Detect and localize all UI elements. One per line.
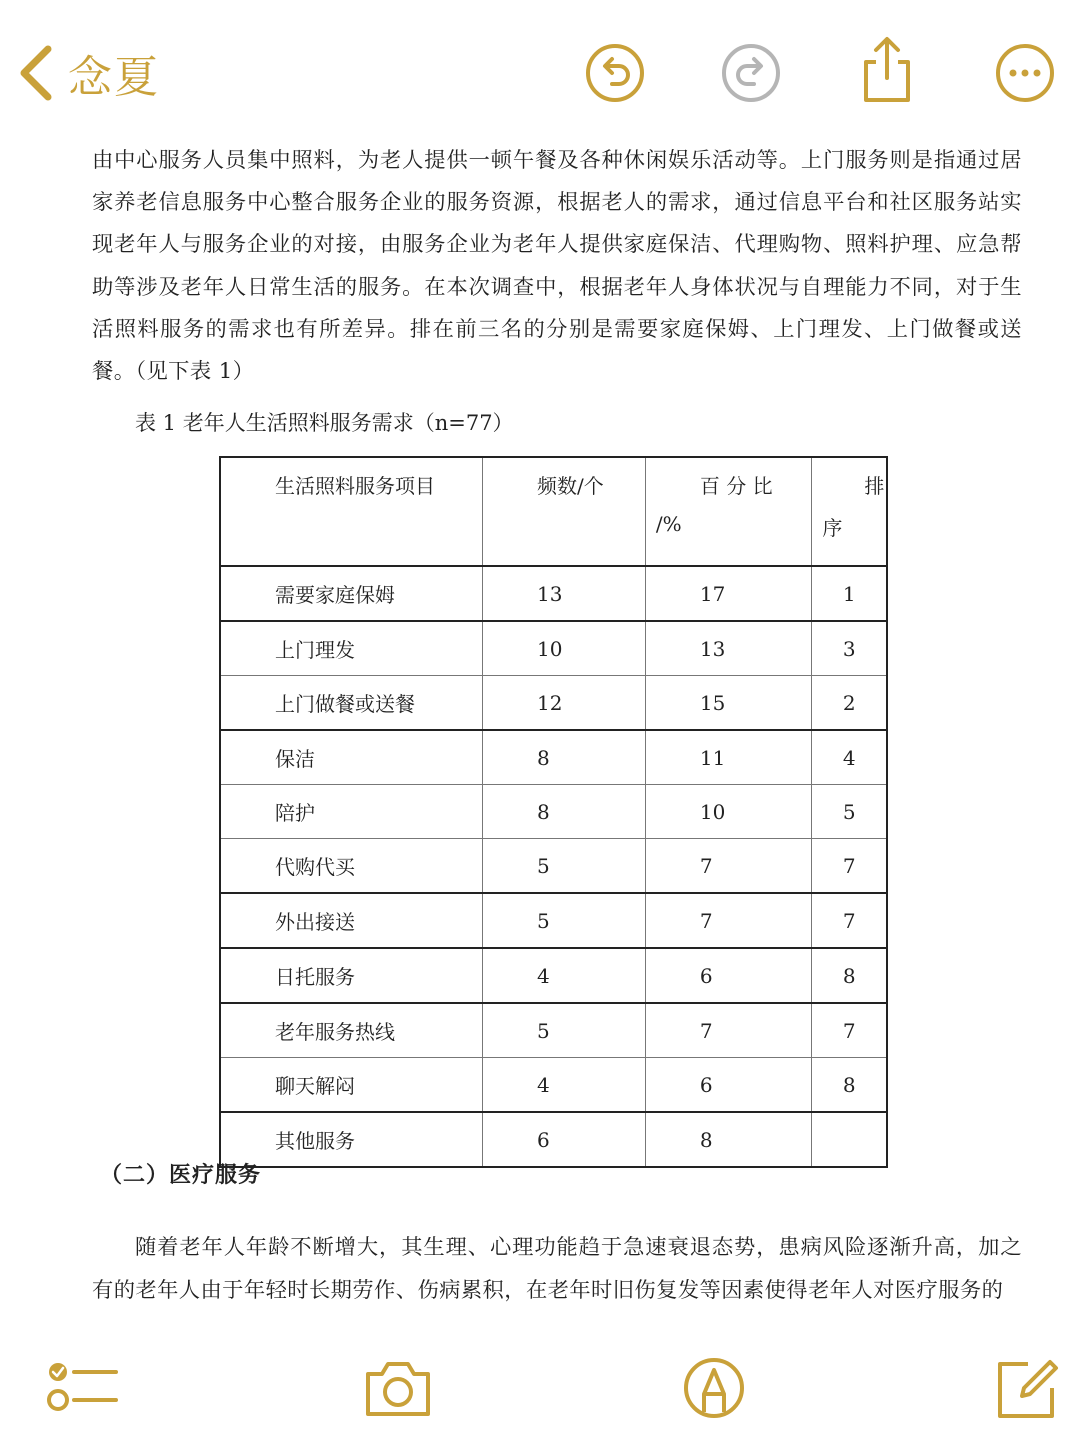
cell-percent: 7: [645, 893, 811, 948]
cell-percent: 10: [645, 785, 811, 839]
cell-count: 4: [482, 1058, 645, 1113]
cell-percent: 6: [645, 948, 811, 1003]
cell-percent: 6: [645, 1058, 811, 1113]
intro-paragraph: 由中心服务人员集中照料，为老人提供一顿午餐及各种休闲娱乐活动等。上门服务则是指通过居家养老信息服务中心整合服务企业的服务资源，根据老人的需求，通过信息平台和社区服务站实现老年人与服务企业的对接，由服务企业为老年人提供家庭保洁、代理购物、照料护理、应急帮助等涉及老年人日常生活的服务。在本次调查中，根据老年人身体状况与自理能力不同，对于生活照料服务的需求也有所差异。排在前三名的分别是需要家庭保姆、上门理发、上门做餐或送餐。（见下表 1）: [92, 148, 1022, 385]
table-row: [220, 948, 887, 1003]
cell-item: 聊天解闷: [220, 1058, 482, 1113]
header-rank: 排 序: [812, 457, 887, 566]
cell-count: 8: [482, 785, 645, 839]
share-icon: [854, 34, 920, 106]
note-body[interactable]: [92, 140, 1022, 393]
cell-rank: 1: [812, 566, 887, 621]
cell-item: 外出接送: [220, 893, 482, 948]
cell-count: 12: [482, 676, 645, 731]
cell-rank: 3: [812, 621, 887, 676]
bottom-toolbar: [0, 1340, 1080, 1440]
share-button[interactable]: [854, 34, 920, 106]
cell-item: 上门做餐或送餐: [220, 676, 482, 731]
checklist-icon: [44, 1354, 120, 1422]
cell-percent: 7: [645, 839, 811, 894]
table-header-row: [220, 457, 887, 566]
more-icon: [992, 40, 1058, 106]
header-percent: 百 分 比 /%: [645, 457, 811, 566]
cell-rank: 7: [812, 1003, 887, 1058]
cell-item: 老年服务热线: [220, 1003, 482, 1058]
table-row: [220, 566, 887, 621]
cell-count: 6: [482, 1112, 645, 1167]
table-row: [220, 893, 887, 948]
redo-icon: [718, 40, 784, 106]
cell-item: 保洁: [220, 730, 482, 785]
camera-button[interactable]: [360, 1354, 436, 1422]
cell-count: 8: [482, 730, 645, 785]
cell-item: 上门理发: [220, 621, 482, 676]
cell-rank: 8: [812, 948, 887, 1003]
table-row: [220, 785, 887, 839]
compose-button[interactable]: [992, 1354, 1068, 1422]
markup-icon: [676, 1354, 752, 1422]
undo-icon: [582, 40, 648, 106]
table-row: [220, 1058, 887, 1113]
cell-count: 5: [482, 1003, 645, 1058]
cell-percent: 11: [645, 730, 811, 785]
undo-button[interactable]: [582, 40, 648, 106]
cell-rank: 8: [812, 1058, 887, 1113]
section-title: （二）医疗服务: [100, 1162, 262, 1188]
cell-rank: 7: [812, 839, 887, 894]
table-row: [220, 839, 887, 894]
section-paragraph: 随着老年人年龄不断增大，其生理、心理功能趋于急速衰退态势，患病风险逐渐升高，加之有的老年人由于年轻时长期劳作、伤病累积，在老年时旧伤复发等因素使得老年人对医疗服务的: [92, 1235, 1022, 1303]
compose-icon: [992, 1354, 1068, 1422]
markup-button[interactable]: [676, 1354, 752, 1422]
chevron-left-icon: [18, 45, 54, 101]
care-service-table: [219, 456, 888, 1168]
cell-percent: 15: [645, 676, 811, 731]
cell-item: 需要家庭保姆: [220, 566, 482, 621]
table-row: [220, 730, 887, 785]
cell-rank: 7: [812, 893, 887, 948]
cell-rank: 4: [812, 730, 887, 785]
cell-count: 13: [482, 566, 645, 621]
header-item: 生活照料服务项目: [220, 457, 482, 566]
back-button[interactable]: [18, 40, 160, 106]
cell-percent: 17: [645, 566, 811, 621]
cell-count: 10: [482, 621, 645, 676]
cell-rank: [812, 1112, 887, 1167]
header-count: 频数/个: [482, 457, 645, 566]
cell-item: 代购代买: [220, 839, 482, 894]
more-button[interactable]: [992, 40, 1058, 106]
cell-item: 日托服务: [220, 948, 482, 1003]
cell-item: 陪护: [220, 785, 482, 839]
cell-rank: 2: [812, 676, 887, 731]
cell-count: 5: [482, 839, 645, 894]
table-row: [220, 1112, 887, 1167]
cell-item: 其他服务: [220, 1112, 482, 1167]
back-title: 念夏: [68, 52, 160, 103]
top-toolbar: [0, 0, 1080, 140]
table-row: [220, 676, 887, 731]
cell-count: 5: [482, 893, 645, 948]
cell-percent: 7: [645, 1003, 811, 1058]
camera-icon: [360, 1354, 436, 1422]
checklist-button[interactable]: [44, 1354, 120, 1422]
cell-percent: 8: [645, 1112, 811, 1167]
table-row: [220, 1003, 887, 1058]
cell-rank: 5: [812, 785, 887, 839]
cell-count: 4: [482, 948, 645, 1003]
cell-percent: 13: [645, 621, 811, 676]
table-caption: 表 1 老年人生活照料服务需求（n=77）: [135, 411, 514, 435]
table-row: [220, 621, 887, 676]
redo-button[interactable]: [718, 40, 784, 106]
